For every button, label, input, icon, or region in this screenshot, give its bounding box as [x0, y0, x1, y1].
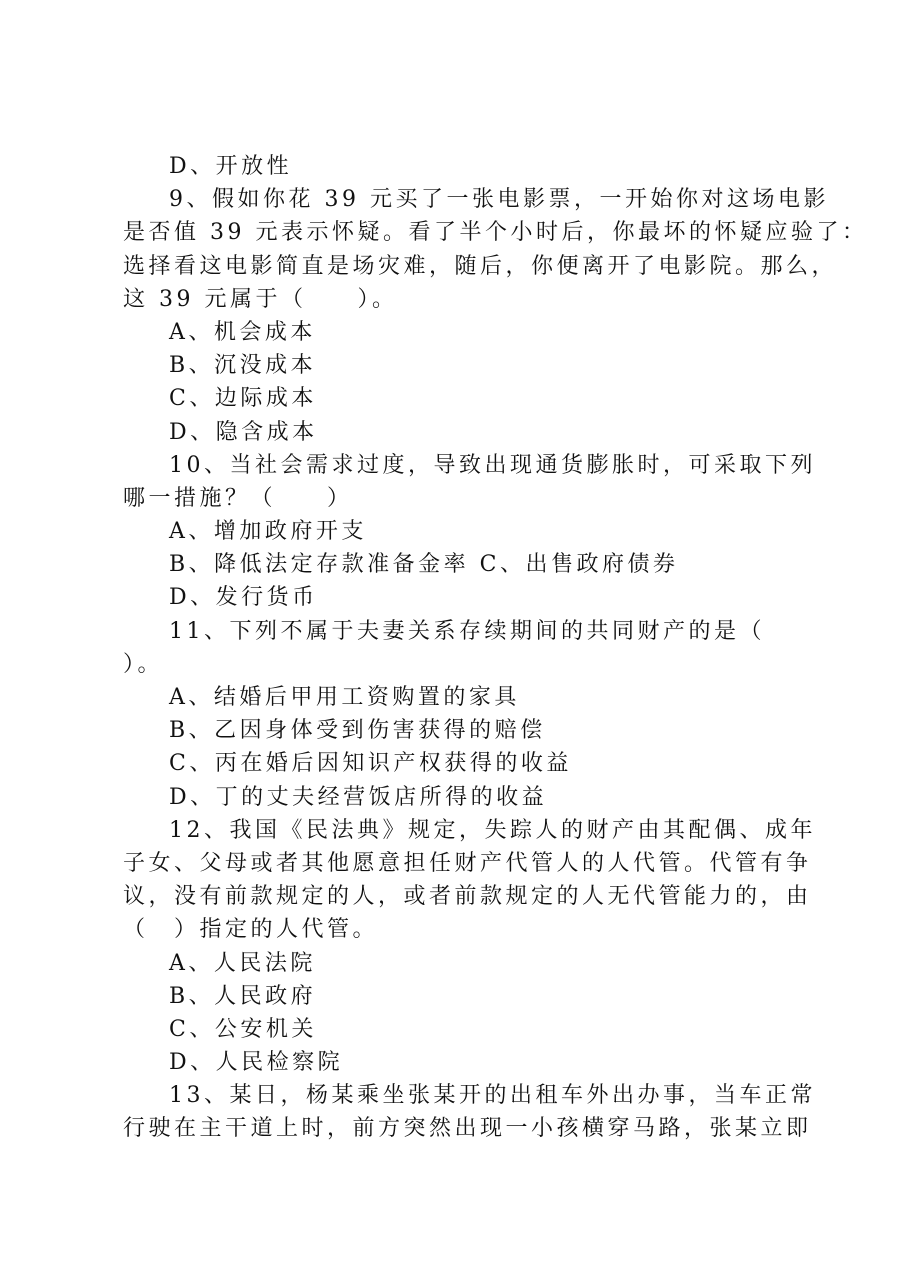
text-line: D、人民检察院 — [169, 1050, 344, 1076]
text-line: 11、下列不属于夫妻关系存续期间的共同财产的是（ — [169, 618, 765, 644]
text-line: B、人民政府 — [169, 983, 317, 1009]
text-line: ）。 — [123, 651, 164, 677]
text-line: 9、假如你花 39 元买了一张电影票，一开始你对这场电影 — [169, 187, 829, 213]
text-line: 子女、父母或者其他愿意担任财产代管人的人代管。代管有争 — [123, 850, 812, 876]
text-line: 议，没有前款规定的人，或者前款规定的人无代管能力的，由 — [123, 884, 812, 910]
text-line: D、发行货币 — [169, 585, 318, 611]
text-line: 10、当社会需求过度，导致出现通货膨胀时，可采取下列 — [169, 452, 816, 478]
text-line: A、增加政府开支 — [169, 519, 367, 545]
text-line: 12、我国《民法典》规定，失踪人的财产由其配偶、成年 — [169, 817, 816, 843]
text-line: 行驶在主干道上时，前方突然出现一小孩横穿马路，张某立即 — [123, 1116, 812, 1142]
text-line: C、丙在婚后因知识产权获得的收益 — [169, 751, 572, 777]
text-line: 是否值 39 元表示怀疑。看了半个小时后，你最坏的怀疑应验了： — [123, 220, 868, 246]
text-line: A、机会成本 — [169, 319, 316, 345]
text-line: D、开放性 — [169, 154, 293, 179]
text-line: 哪一措施？（ ） — [123, 485, 353, 511]
text-line: C、边际成本 — [169, 386, 317, 412]
text-line: 这 39 元属于（ ）。 — [123, 286, 398, 312]
text-line: C、公安机关 — [169, 1016, 317, 1042]
text-line: B、沉没成本 — [169, 353, 317, 379]
text-line: B、乙因身体受到伤害获得的赔偿 — [169, 718, 546, 744]
text-line: （ ）指定的人代管。 — [123, 917, 379, 943]
document-body — [123, 150, 868, 1146]
text-line: 13、某日，杨某乘坐张某开的出租车外出办事，当车正常 — [169, 1083, 816, 1109]
text-line: D、丁的丈夫经营饭店所得的收益 — [169, 784, 548, 810]
text-line: D、隐含成本 — [169, 419, 318, 445]
text-line: A、结婚后甲用工资购置的家具 — [169, 685, 520, 710]
text-line: B、降低法定存款准备金率 C、出售政府债券 — [169, 552, 679, 578]
text-line: A、人民法院 — [169, 950, 316, 976]
text-line: 选择看这电影简直是场灾难，随后，你便离开了电影院。那么， — [123, 253, 838, 279]
